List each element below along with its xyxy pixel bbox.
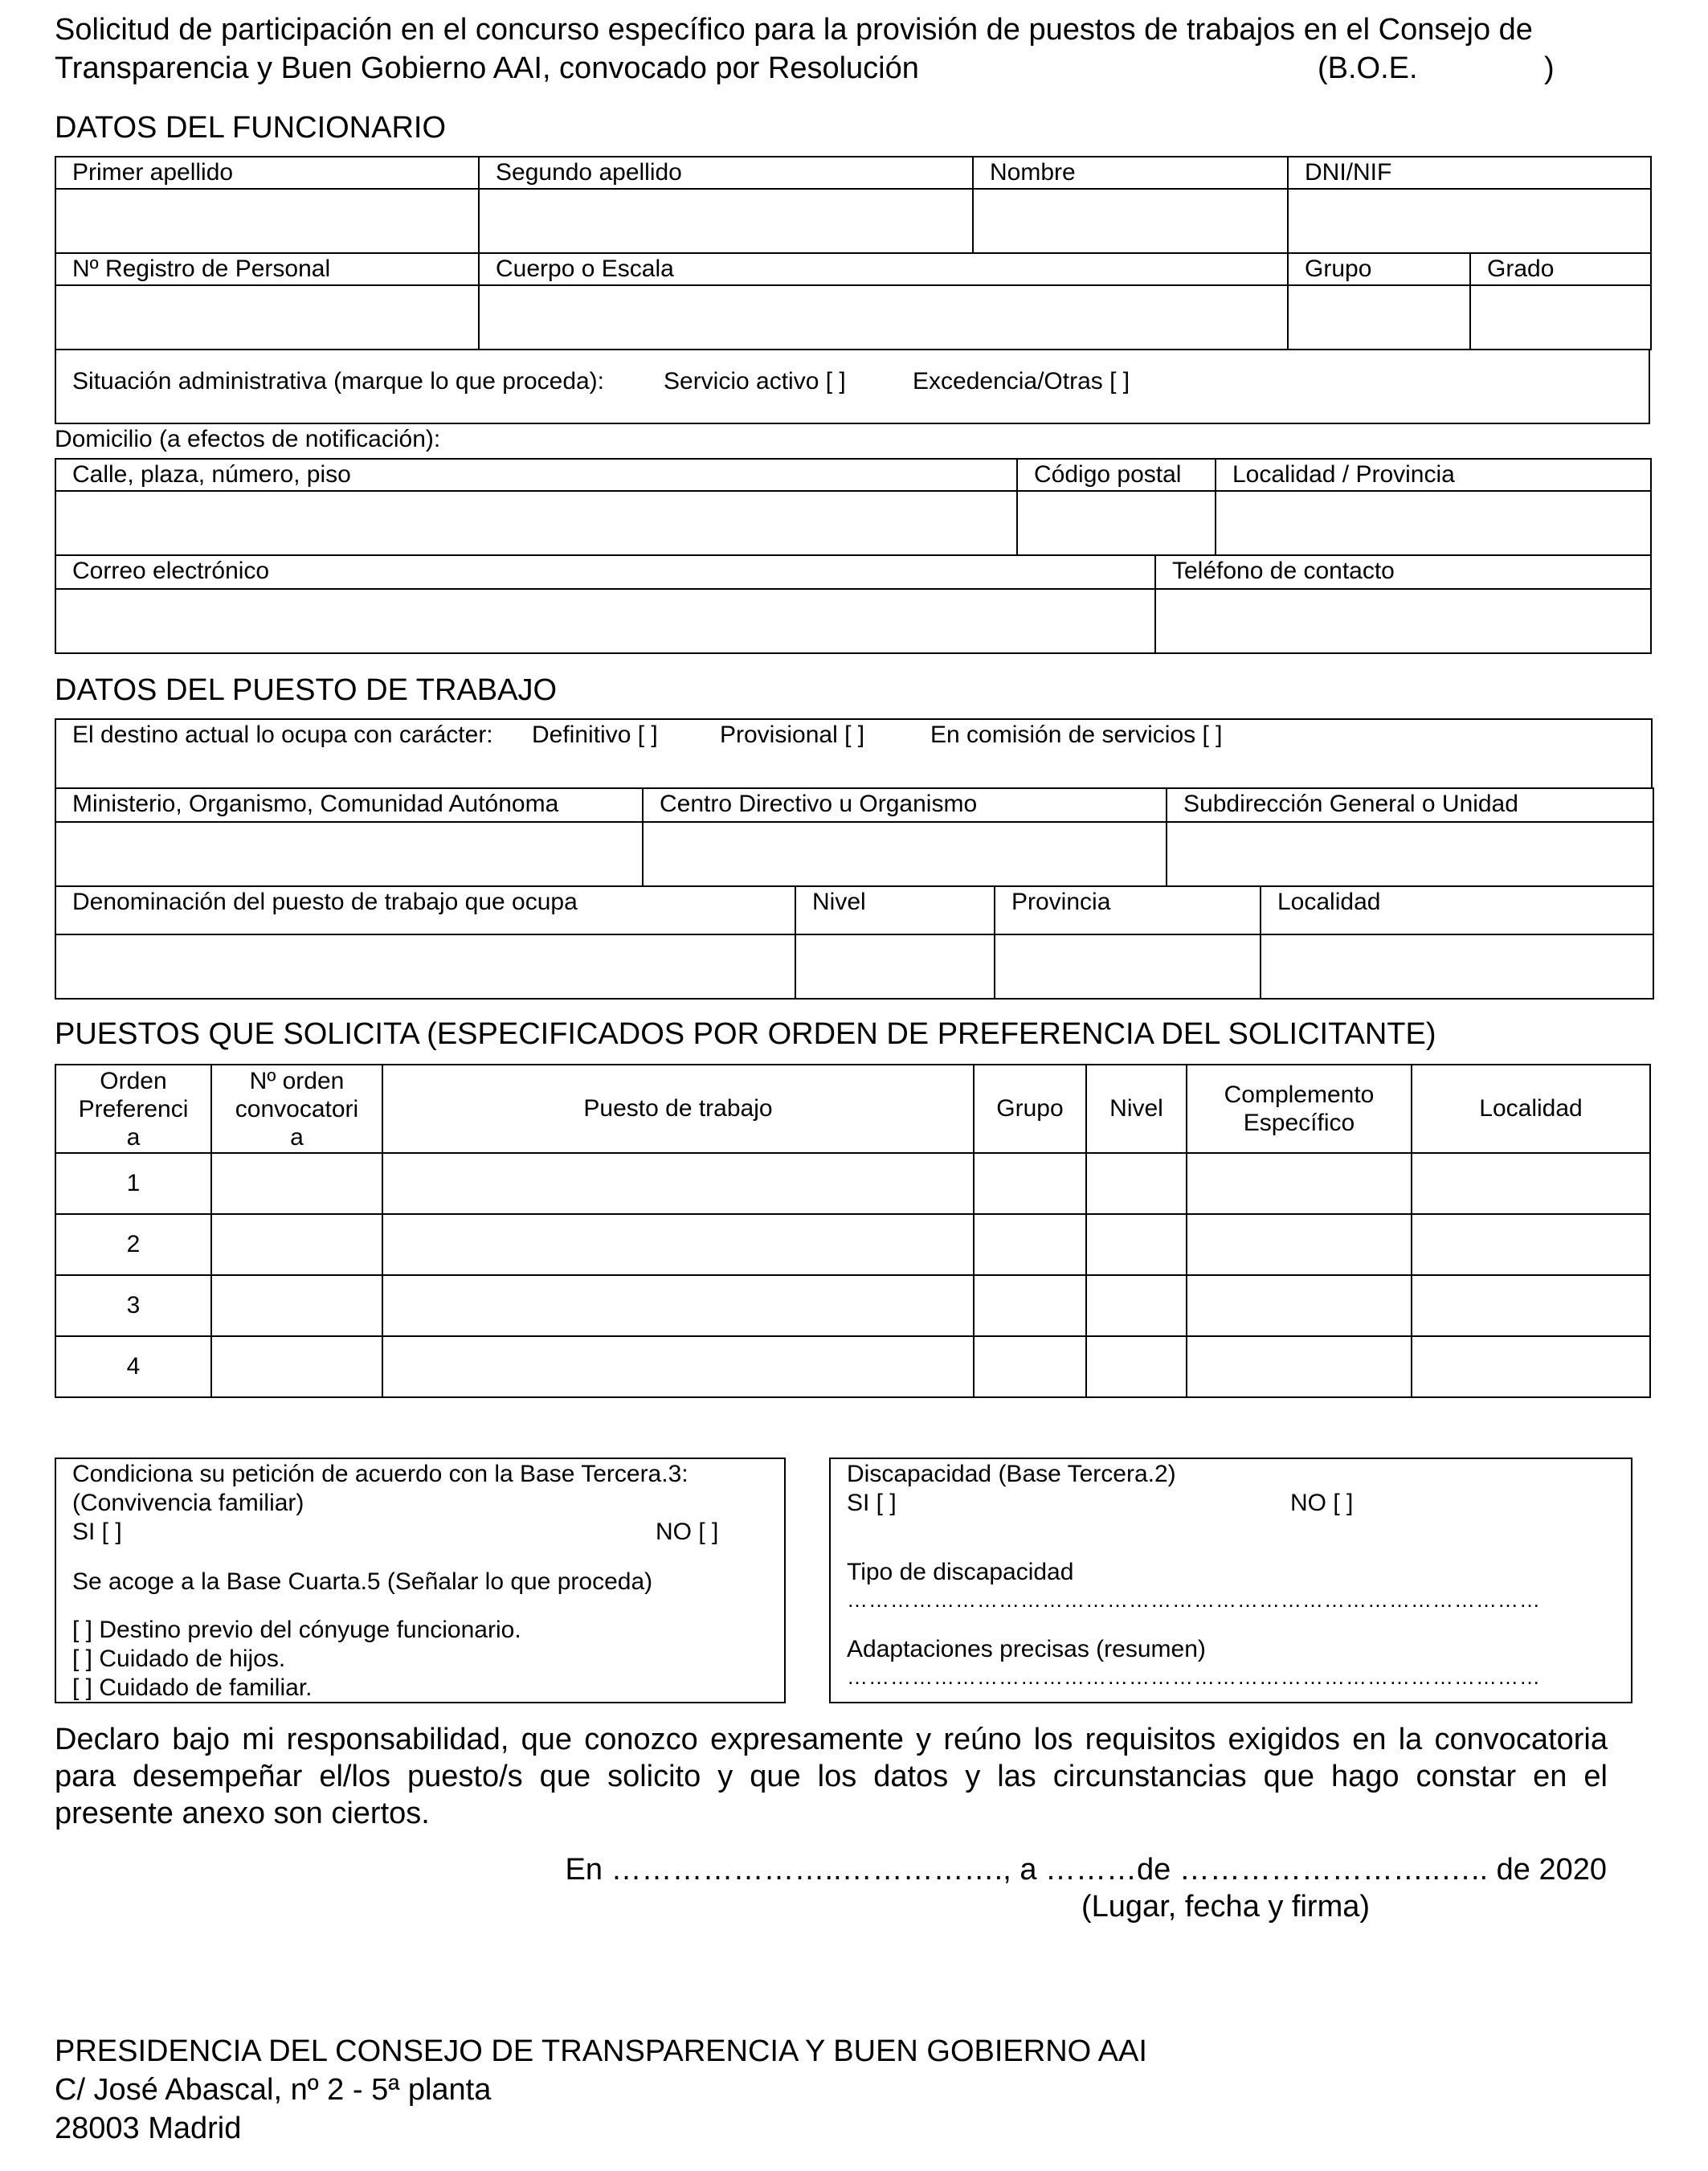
cell-localidad[interactable] — [1412, 1153, 1650, 1214]
base-cuarta-label: Se acoge a la Base Cuarta.5 (Señalar lo que proceda) — [72, 1568, 653, 1595]
situacion-label: Situación administrativa (marque lo que proceda): — [72, 368, 605, 395]
label-ministerio: Ministerio, Organismo, Comunidad Autónoma — [55, 788, 643, 822]
option-familiar[interactable]: [ ] Cuidado de familiar. — [72, 1674, 313, 1701]
field-nivel[interactable] — [795, 934, 995, 999]
condiciona-line2: (Convivencia familiar) — [72, 1490, 304, 1516]
table-row — [55, 1275, 1650, 1336]
cell-localidad[interactable] — [1412, 1336, 1650, 1397]
field-grado[interactable] — [1470, 285, 1651, 350]
field-cuerpo-escala[interactable] — [479, 285, 1288, 350]
firma-line[interactable]: En …………………..……………., a ………de ……………………..….. de 2020 — [565, 1853, 1607, 1887]
row-number: 4 — [55, 1336, 211, 1397]
definitivo-checkbox[interactable]: Definitivo [ ] — [532, 722, 658, 748]
field-centro-directivo[interactable] — [643, 822, 1167, 886]
header-line1: Solicitud de participación en el concurso específico para la provisión de puestos de trabajos en el Consejo de — [55, 13, 1533, 47]
label-segundo-apellido: Segundo apellido — [479, 157, 973, 189]
cell-complemento[interactable] — [1187, 1214, 1412, 1275]
servicio-activo-checkbox[interactable]: Servicio activo [ ] — [664, 368, 846, 395]
label-calle: Calle, plaza, número, piso — [55, 459, 1017, 491]
funcionario-table-1 — [55, 156, 1652, 254]
label-registro-personal: Nº Registro de Personal — [55, 253, 479, 285]
header-localidad: Localidad — [1412, 1065, 1650, 1153]
field-dni[interactable] — [1288, 189, 1651, 253]
section-title-solicita: PUESTOS QUE SOLICITA (ESPECIFICADOS POR ORDEN DE PREFERENCIA DEL SOLICITANTE) — [55, 1017, 1436, 1051]
field-segundo-apellido[interactable] — [479, 189, 973, 253]
header-puesto-trabajo: Puesto de trabajo — [382, 1065, 974, 1153]
domicilio-label: Domicilio (a efectos de notificación): — [55, 426, 441, 452]
cell-grupo[interactable] — [974, 1336, 1086, 1397]
field-registro-personal[interactable] — [55, 285, 479, 350]
cell-nivel[interactable] — [1086, 1153, 1187, 1214]
header-complemento: Complemento Específico — [1187, 1065, 1412, 1153]
row-number: 1 — [55, 1153, 211, 1214]
header-orden-preferencia: Orden Preferenci a — [55, 1065, 211, 1153]
contacto-table — [55, 554, 1652, 654]
tipo-discapacidad-label: Tipo de discapacidad — [847, 1559, 1074, 1585]
field-nombre[interactable] — [973, 189, 1288, 253]
field-denominacion[interactable] — [55, 934, 795, 999]
label-nivel: Nivel — [795, 886, 995, 934]
condiciona-box — [55, 1458, 786, 1703]
field-primer-apellido[interactable] — [55, 189, 479, 253]
label-localidad: Localidad — [1261, 886, 1653, 934]
header-line2: Transparencia y Buen Gobierno AAI, convocado por Resolución — [55, 51, 919, 85]
puesto-table-1 — [55, 787, 1654, 887]
label-cuerpo-escala: Cuerpo o Escala — [479, 253, 1288, 285]
adaptaciones-field[interactable]: …………………………………………………………………………………… — [847, 1665, 1541, 1689]
label-primer-apellido: Primer apellido — [55, 157, 479, 189]
label-grado: Grado — [1470, 253, 1651, 285]
condiciona-no-checkbox[interactable]: NO [ ] — [656, 1519, 719, 1545]
cell-puesto[interactable] — [382, 1153, 974, 1214]
boe-label: (B.O.E. — [1318, 51, 1418, 85]
provisional-checkbox[interactable]: Provisional [ ] — [720, 722, 865, 748]
table-row — [55, 1153, 1650, 1214]
cell-grupo[interactable] — [974, 1275, 1086, 1336]
declaracion-line1: Declaro bajo mi responsabilidad, que conozco expresamente y reúno los requisitos exigidos en la convocatoria — [55, 1723, 1608, 1756]
cell-puesto[interactable] — [382, 1214, 974, 1275]
declaracion-line3: presente anexo son ciertos. — [55, 1797, 430, 1830]
field-calle[interactable] — [55, 491, 1017, 555]
field-grupo[interactable] — [1288, 285, 1470, 350]
label-denominacion: Denominación del puesto de trabajo que ocupa — [55, 886, 795, 934]
row-number: 2 — [55, 1214, 211, 1275]
table-row — [55, 1214, 1650, 1275]
field-codigo-postal[interactable] — [1017, 491, 1216, 555]
cell-grupo[interactable] — [974, 1153, 1086, 1214]
label-localidad-provincia: Localidad / Provincia — [1216, 459, 1651, 491]
discapacidad-si-checkbox[interactable]: SI [ ] — [847, 1490, 897, 1516]
label-grupo: Grupo — [1288, 253, 1470, 285]
label-telefono: Teléfono de contacto — [1155, 555, 1651, 589]
cell-numero-orden[interactable] — [211, 1336, 382, 1397]
cell-numero-orden[interactable] — [211, 1275, 382, 1336]
cell-nivel[interactable] — [1086, 1214, 1187, 1275]
header-grupo: Grupo — [974, 1065, 1086, 1153]
label-subdireccion: Subdirección General o Unidad — [1167, 788, 1653, 822]
cell-puesto[interactable] — [382, 1336, 974, 1397]
cell-localidad[interactable] — [1412, 1214, 1650, 1275]
cell-numero-orden[interactable] — [211, 1214, 382, 1275]
option-hijos[interactable]: [ ] Cuidado de hijos. — [72, 1646, 286, 1672]
label-correo: Correo electrónico — [55, 555, 1155, 589]
field-ministerio[interactable] — [55, 822, 643, 886]
label-nombre: Nombre — [973, 157, 1288, 189]
row-number: 3 — [55, 1275, 211, 1336]
cell-puesto[interactable] — [382, 1275, 974, 1336]
puesto-table-2 — [55, 885, 1654, 1000]
label-dni: DNI/NIF — [1288, 157, 1651, 189]
field-telefono[interactable] — [1155, 589, 1651, 653]
domicilio-table — [55, 458, 1652, 556]
condiciona-si-checkbox[interactable]: SI [ ] — [72, 1519, 122, 1545]
section-title-funcionario: DATOS DEL FUNCIONARIO — [55, 111, 447, 145]
label-codigo-postal: Código postal — [1017, 459, 1216, 491]
cell-grupo[interactable] — [974, 1214, 1086, 1275]
excedencia-checkbox[interactable]: Excedencia/Otras [ ] — [913, 368, 1130, 395]
footer-line2: C/ José Abascal, nº 2 - 5ª planta — [55, 2073, 492, 2107]
firma-caption: (Lugar, fecha y firma) — [1081, 1890, 1371, 1924]
destino-box — [55, 718, 1653, 789]
cell-nivel[interactable] — [1086, 1275, 1187, 1336]
option-conyuge[interactable]: [ ] Destino previo del cónyuge funcionario. — [72, 1617, 521, 1643]
field-subdireccion[interactable] — [1167, 822, 1653, 886]
footer-line1: PRESIDENCIA DEL CONSEJO DE TRANSPARENCIA Y BUEN GOBIERNO AAI — [55, 2034, 1147, 2068]
label-provincia: Provincia — [995, 886, 1261, 934]
boe-close: ) — [1544, 51, 1555, 85]
destino-label: El destino actual lo ocupa con carácter: — [72, 722, 493, 748]
cell-localidad[interactable] — [1412, 1275, 1650, 1336]
cell-complemento[interactable] — [1187, 1153, 1412, 1214]
discapacidad-no-checkbox[interactable]: NO [ ] — [1290, 1490, 1354, 1516]
funcionario-table-2 — [55, 252, 1652, 350]
cell-nivel[interactable] — [1086, 1336, 1187, 1397]
header-numero-orden: Nº orden convocatori a — [211, 1065, 382, 1153]
situacion-box — [55, 349, 1650, 424]
discapacidad-label: Discapacidad (Base Tercera.2) — [847, 1461, 1176, 1487]
footer-line3: 28003 Madrid — [55, 2112, 242, 2145]
discapacidad-box — [829, 1458, 1632, 1703]
preferences-table — [55, 1064, 1651, 1398]
tipo-discapacidad-field[interactable]: …………………………………………………………………………………… — [847, 1588, 1541, 1612]
field-localidad[interactable] — [1261, 934, 1653, 999]
header-nivel: Nivel — [1086, 1065, 1187, 1153]
field-provincia[interactable] — [995, 934, 1261, 999]
cell-numero-orden[interactable] — [211, 1153, 382, 1214]
field-localidad-provincia[interactable] — [1216, 491, 1651, 555]
declaracion-line2: para desempeñar el/los puesto/s que solicito y que los datos y las circunstancias que hago constar en el — [55, 1760, 1608, 1793]
cell-complemento[interactable] — [1187, 1336, 1412, 1397]
section-title-puesto: DATOS DEL PUESTO DE TRABAJO — [55, 673, 558, 707]
label-centro-directivo: Centro Directivo u Organismo — [643, 788, 1167, 822]
field-correo[interactable] — [55, 589, 1155, 653]
condiciona-line1: Condiciona su petición de acuerdo con la Base Tercera.3: — [72, 1461, 689, 1487]
cell-complemento[interactable] — [1187, 1275, 1412, 1336]
comision-checkbox[interactable]: En comisión de servicios [ ] — [930, 722, 1223, 748]
adaptaciones-label: Adaptaciones precisas (resumen) — [847, 1636, 1206, 1662]
table-row — [55, 1336, 1650, 1397]
